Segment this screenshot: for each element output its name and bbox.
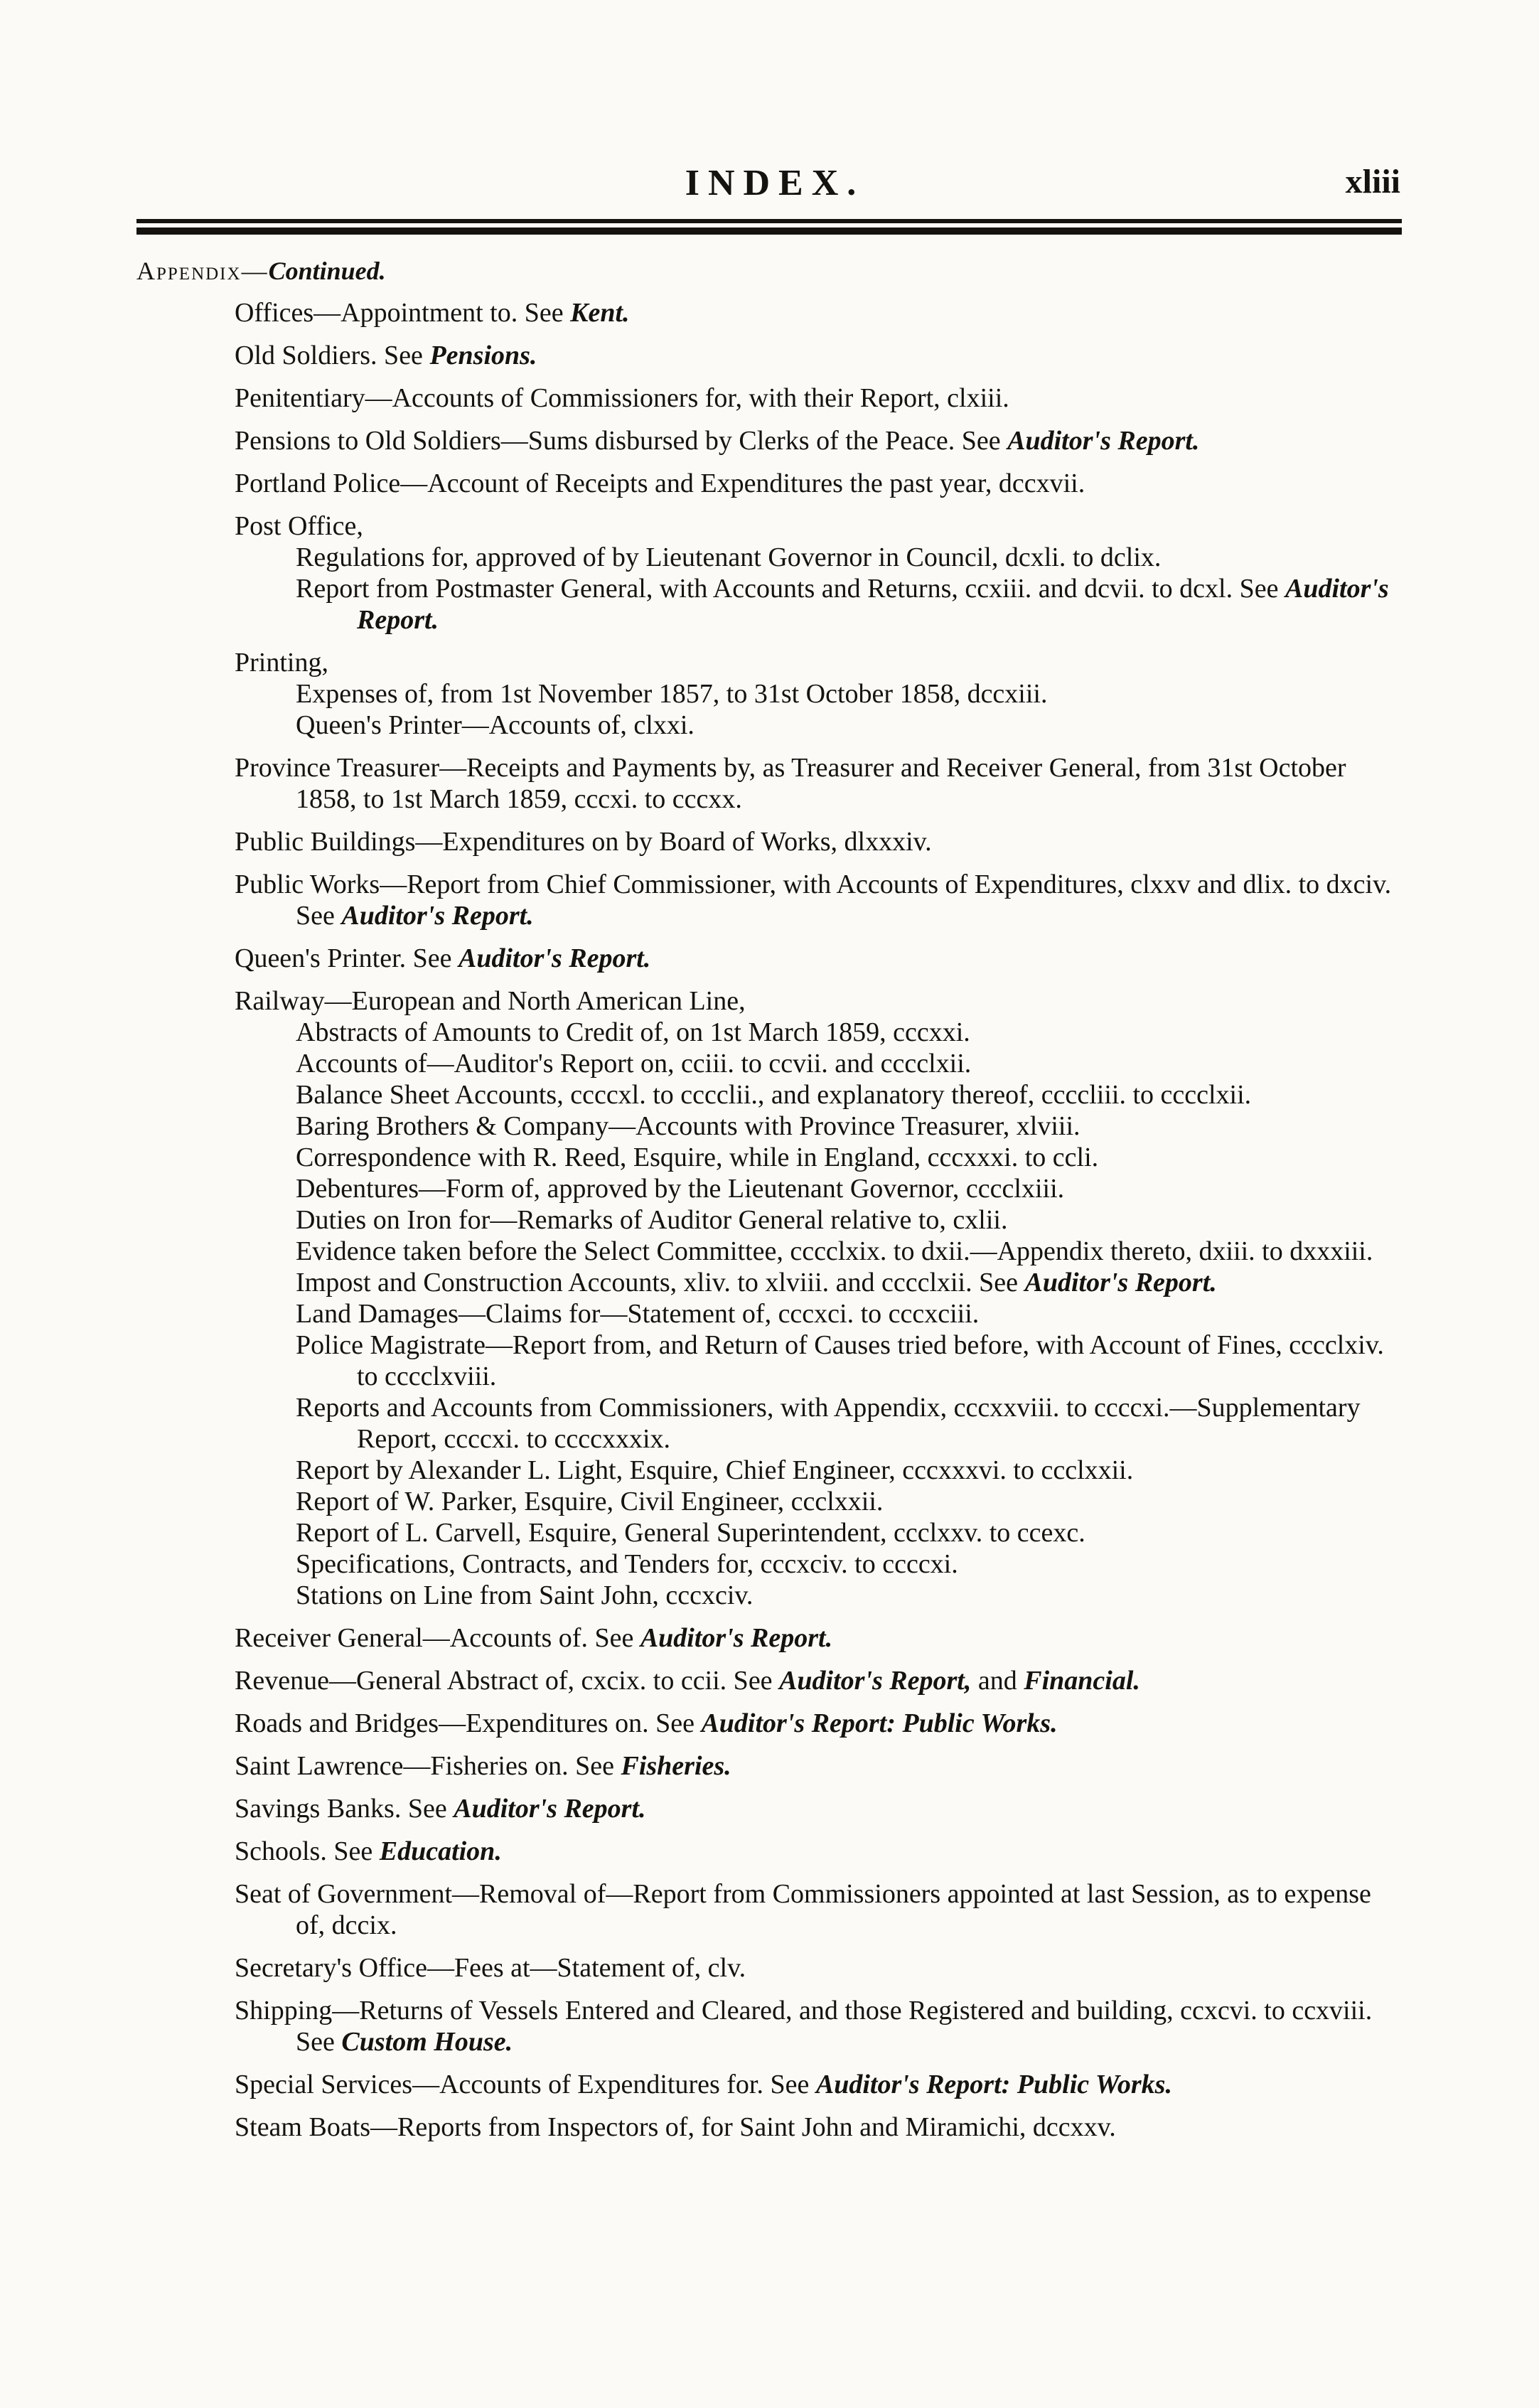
index-subentry [296, 710, 1400, 741]
entry-see-reference: Auditor's Report, [779, 1666, 972, 1696]
entry-text: Reports and Accounts from Commissioners, with Appendix, cccxxviii. to ccccxi.—Supplementary Report, ccccxi. to ccccxxxix. [296, 1393, 1361, 1454]
index-entry-head: Post Office, [235, 511, 363, 541]
index-entry [235, 382, 1400, 414]
entry-see-reference: Auditor's Report. [459, 943, 651, 973]
entry-text: Report by Alexander L. Light, Esquire, Chief Engineer, cccxxxvi. to ccclxxii. [296, 1455, 1134, 1485]
entry-text: Public Works—Report from Chief Commissioner, with Accounts of Expenditures, clxxv and dlix. to dxciv. See [235, 869, 1392, 931]
index-subentry [296, 1173, 1400, 1204]
index-entry [235, 1708, 1400, 1739]
index-group-printing [235, 647, 1400, 741]
entry-text: Secretary's Office—Fees at—Statement of, clv. [235, 1953, 746, 1983]
entry-text: Report of W. Parker, Esquire, Civil Engineer, ccclxxii. [296, 1487, 884, 1516]
entry-text: Saint Lawrence—Fisheries on. See [235, 1751, 621, 1781]
index-entries [235, 297, 1400, 2154]
index-entry [235, 468, 1400, 499]
index-subentry [296, 1486, 1400, 1517]
entry-text: Seat of Government—Removal of—Report from Commissioners appointed at last Session, as to expense of, dccix. [235, 1879, 1371, 1940]
entry-text: Queen's Printer—Accounts of, clxxi. [296, 710, 695, 740]
entry-text: Receiver General—Accounts of. See [235, 1623, 640, 1653]
index-entry [235, 2069, 1400, 2100]
page-number: xliii [1345, 163, 1400, 200]
index-subentry [296, 1111, 1400, 1142]
entry-text: Abstracts of Amounts to Credit of, on 1st March 1859, cccxxi. [296, 1017, 970, 1047]
entry-see-reference: Custom House. [341, 2027, 513, 2057]
index-entry [235, 1878, 1400, 1941]
index-subentry [296, 1517, 1400, 1548]
entry-text: Balance Sheet Accounts, ccccxl. to cccclii., and explanatory thereof, ccccliii. to cccclxii. [296, 1080, 1252, 1110]
index-entry [235, 869, 1400, 931]
section-heading [136, 256, 386, 286]
index-subentry [296, 1298, 1400, 1329]
entry-text: Police Magistrate—Report from, and Return of Causes tried before, with Account of Fines, cccclxiv. to cccclxviii. [296, 1330, 1384, 1391]
index-subentry [296, 1329, 1400, 1392]
entry-text: Baring Brothers & Company—Accounts with Province Treasurer, xlviii. [296, 1111, 1080, 1141]
entry-text: Shipping—Returns of Vessels Entered and Cleared, and those Registered and building, ccxcvi. to ccxviii. See [235, 1996, 1373, 2057]
entry-see-reference: Fisheries. [621, 1751, 731, 1781]
entry-text: Debentures—Form of, approved by the Lieutenant Governor, cccclxiii. [296, 1174, 1065, 1204]
index-group-railway [235, 985, 1400, 1611]
index-entry [235, 425, 1400, 456]
entry-text: Evidence taken before the Select Committee, cccclxix. to dxii.—Appendix thereto, dxiii. to dxxxiii. [296, 1236, 1373, 1266]
index-entry [235, 1952, 1400, 1984]
header-rule [136, 219, 1402, 235]
index-entry-head: Railway—European and North American Line, [235, 986, 746, 1016]
entry-text: Accounts of—Auditor's Report on, cciii. to ccvii. and cccclxii. [296, 1049, 972, 1079]
index-subentry [296, 1204, 1400, 1236]
entry-text: Duties on Iron for—Remarks of Auditor General relative to, cxlii. [296, 1205, 1008, 1235]
entry-text: Savings Banks. See [235, 1794, 454, 1824]
entry-see-reference: Education. [379, 1836, 502, 1866]
index-subentry [296, 1142, 1400, 1173]
index-subentry [296, 1017, 1400, 1048]
entry-text: Pensions to Old Soldiers—Sums disbursed by Clerks of the Peace. See [235, 426, 1008, 456]
section-label: Appendix— [136, 257, 269, 285]
entry-see-reference: Auditor's Report. [454, 1794, 646, 1824]
index-entry [235, 1995, 1400, 2057]
entry-see-reference: Auditor's Report. [1007, 426, 1200, 456]
index-subentry [296, 1079, 1400, 1111]
index-subentry [296, 678, 1400, 710]
entry-text: Special Services—Accounts of Expenditures for. See [235, 2070, 816, 2099]
entry-text: Impost and Construction Accounts, xliv. to xlviii. and cccclxii. See [296, 1268, 1025, 1297]
index-subentry [296, 1548, 1400, 1580]
index-entry [235, 297, 1400, 328]
entry-text: Expenses of, from 1st November 1857, to 31st October 1858, dccxiii. [296, 679, 1048, 709]
index-subentry [296, 1455, 1400, 1486]
index-entry [235, 1622, 1400, 1654]
index-group-post-office [235, 510, 1400, 636]
entry-text: Portland Police—Account of Receipts and Expenditures the past year, dccxvii. [235, 469, 1085, 498]
entry-text: Schools. See [235, 1836, 380, 1866]
index-entry [235, 2112, 1400, 2143]
entry-text: Report of L. Carvell, Esquire, General Superintendent, ccclxxv. to ccexc. [296, 1518, 1085, 1548]
entry-see-reference: Auditor's Report: Public Works. [701, 1708, 1058, 1738]
entry-see-reference: Auditor's Report. [357, 574, 1389, 635]
index-subentry [296, 1236, 1400, 1267]
entry-text: Public Buildings—Expenditures on by Board of Works, dlxxxiv. [235, 827, 932, 857]
entry-text: Regulations for, approved of by Lieutenant Governor in Council, dcxli. to dclix. [296, 542, 1162, 572]
index-subentry [296, 542, 1400, 573]
index-subentry [296, 1580, 1400, 1611]
page-title: INDEX. [685, 163, 865, 203]
entry-see-reference: Financial. [1024, 1666, 1140, 1696]
index-subentry [296, 1392, 1400, 1455]
entry-see-reference: Auditor's Report. [640, 1623, 833, 1653]
index-entry [235, 1793, 1400, 1824]
entry-text: Correspondence with R. Reed, Esquire, while in England, cccxxxi. to ccli. [296, 1143, 1099, 1172]
entry-text: Stations on Line from Saint John, cccxciv. [296, 1580, 754, 1610]
entry-see-reference: Auditor's Report. [1024, 1268, 1217, 1297]
index-subentry [296, 1267, 1400, 1298]
entry-text: Land Damages—Claims for—Statement of, cccxci. to cccxciii. [296, 1299, 980, 1329]
entry-see-reference: Pensions. [429, 341, 537, 370]
index-entry-head: Printing, [235, 648, 328, 678]
index-entry [235, 1665, 1400, 1696]
entry-text: Report from Postmaster General, with Accounts and Returns, ccxiii. and dcvii. to dcxl. See [296, 574, 1285, 604]
index-entry [235, 1750, 1400, 1782]
index-entry [235, 1836, 1400, 1867]
entry-text: Roads and Bridges—Expenditures on. See [235, 1708, 702, 1738]
entry-text: Revenue—General Abstract of, cxcix. to ccii. See [235, 1666, 780, 1696]
index-entry [235, 340, 1400, 371]
entry-see-reference: Auditor's Report. [341, 901, 534, 931]
index-entry [235, 752, 1400, 815]
entry-text: Province Treasurer—Receipts and Payments by, as Treasurer and Receiver General, from 31st October 1858, to 1st March 1859, cccxi. to cccxx. [235, 753, 1346, 814]
entry-text: Specifications, Contracts, and Tenders for, cccxciv. to ccccxi. [296, 1549, 958, 1579]
index-subentry [296, 573, 1400, 636]
entry-text-tail: and [971, 1666, 1024, 1696]
entry-text: Queen's Printer. See [235, 943, 459, 973]
section-continued: Continued. [268, 257, 386, 285]
entry-text: Old Soldiers. See [235, 341, 430, 370]
entry-text: Steam Boats—Reports from Inspectors of, for Saint John and Miramichi, dccxxv. [235, 2112, 1116, 2142]
entry-text: Offices—Appointment to. See [235, 298, 571, 328]
entry-see-reference: Auditor's Report: Public Works. [815, 2070, 1172, 2099]
page-header [142, 162, 1407, 219]
index-entry [235, 826, 1400, 857]
index-subentry [296, 1048, 1400, 1079]
entry-text: Penitentiary—Accounts of Commissioners for, with their Report, clxiii. [235, 383, 1009, 413]
entry-see-reference: Kent. [570, 298, 630, 328]
index-entry [235, 943, 1400, 974]
